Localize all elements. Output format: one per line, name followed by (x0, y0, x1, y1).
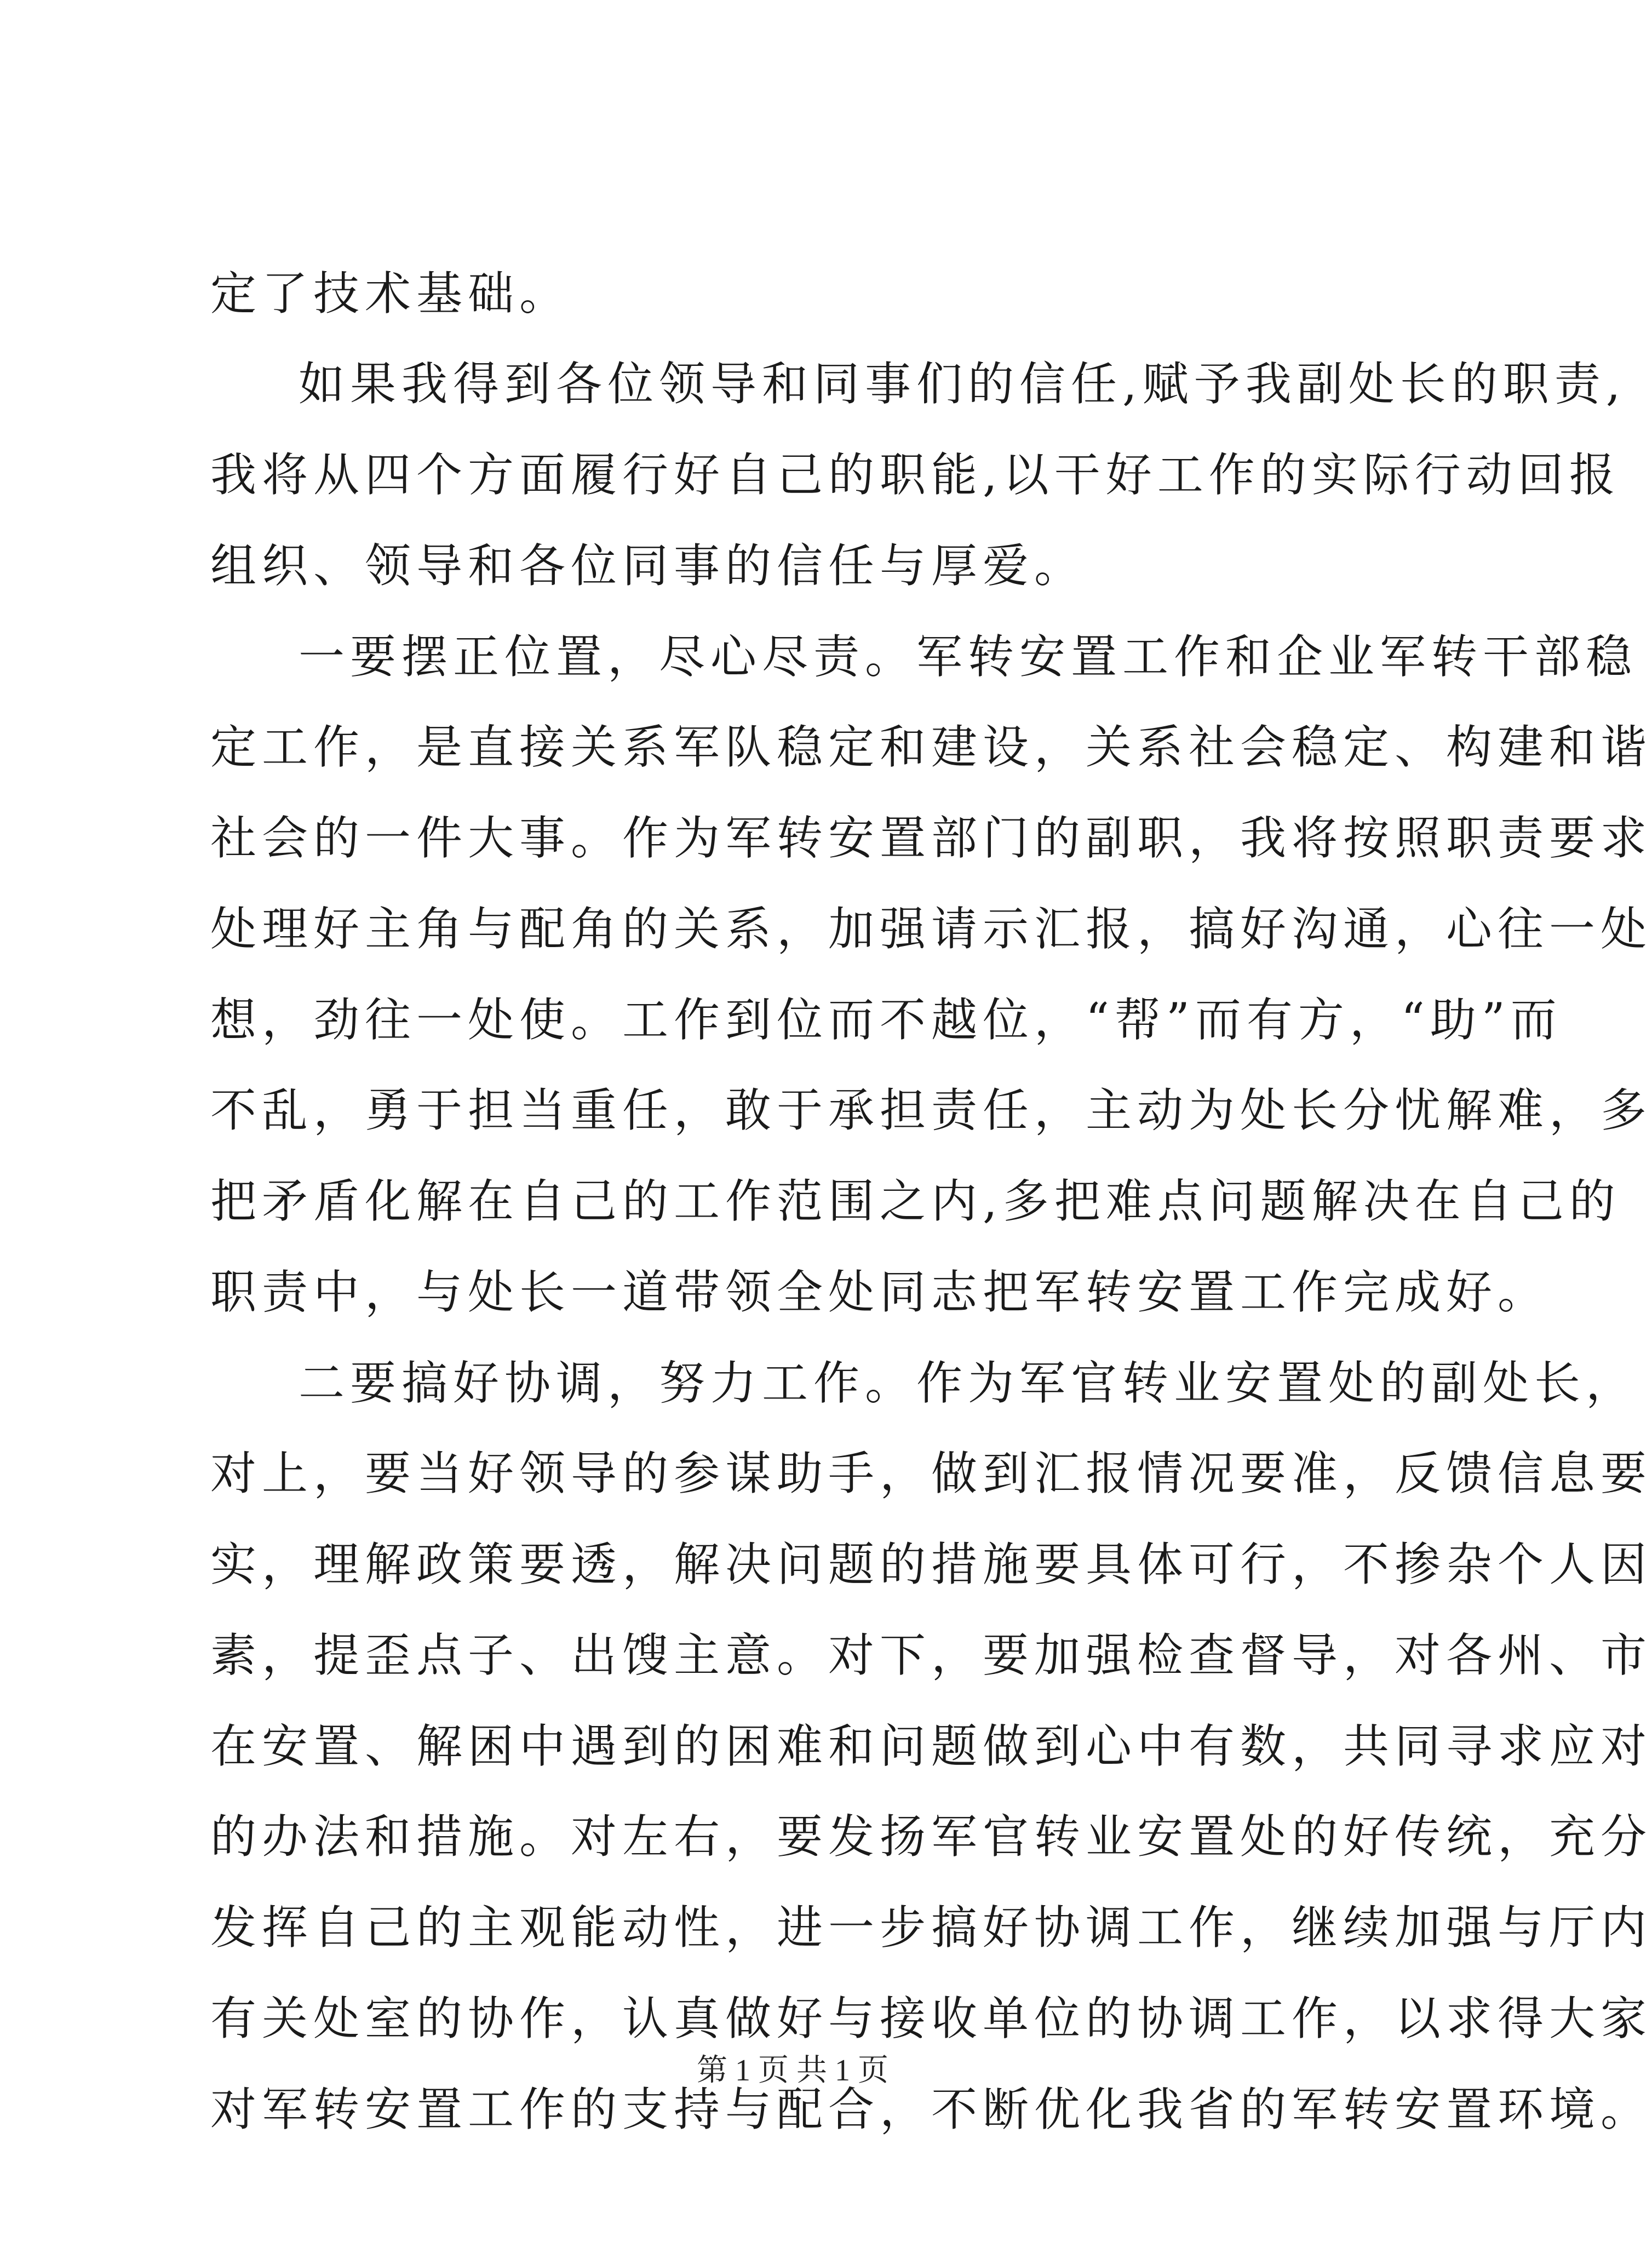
paragraph-first-line: 二要搞好协调，努力工作。作为军官转业安置处的副处长， (299, 1356, 1638, 1410)
page-number-footer: 第 1 页 共 1 页 (697, 2054, 888, 2088)
text-line: 素，提歪点子、出馊主意。对下，要加强检查督导，对各州、市 (210, 1629, 1652, 1682)
paragraph-first-line: 一要摆正位置，尽心尽责。军转安置工作和企业军转干部稳 (299, 630, 1638, 684)
text-line: 定工作，是直接关系军队稳定和建设，关系社会稳定、构建和谐 (210, 720, 1652, 774)
text-line: 我将从四个方面履行好自己的职能,以干好工作的实际行动回报 (210, 448, 1621, 502)
text-line: 对上，要当好领导的参谋助手，做到汇报情况要准，反馈信息要 (210, 1447, 1652, 1500)
text-line: 有关处室的协作，认真做好与接收单位的协调工作，以求得大家 (210, 1992, 1652, 2045)
text-line: 把矛盾化解在自己的工作范围之内,多把难点问题解决在自己的 (210, 1174, 1621, 1228)
text-line: 处理好主角与配角的关系，加强请示汇报，搞好沟通，心往一处 (210, 902, 1652, 956)
text-line: 社会的一件大事。作为军转安置部门的副职，我将按照职责要求 (210, 811, 1652, 865)
text-line: 职责中，与处长一道带领全处同志把军转安置工作完成好。 (210, 1265, 1550, 1319)
text-line: 的办法和措施。对左右，要发扬军官转业安置处的好传统，充分 (210, 1810, 1652, 1863)
text-line: 实，理解政策要透，解决问题的措施要具体可行，不掺杂个人因 (210, 1538, 1652, 1591)
paragraph-first-line: 如果我得到各位领导和同事们的信任,赋予我副处长的职责, (299, 357, 1626, 411)
text-line: 在安置、解困中遇到的困难和问题做到心中有数，共同寻求应对 (210, 1719, 1652, 1773)
text-line: 定了技术基础。 (210, 267, 571, 320)
text-line: 想，劲往一处使。工作到位而不越位，“帮”而有方，“助”而 (210, 993, 1562, 1047)
text-line: 发挥自己的主观能动性，进一步搞好协调工作，继续加强与厅内 (210, 1901, 1652, 1954)
text-line: 不乱，勇于担当重任，敢于承担责任，主动为处长分忧解难，多 (210, 1083, 1652, 1137)
text-line: 组织、领导和各位同事的信任与厚爱。 (210, 539, 1086, 593)
text-line: 对军转安置工作的支持与配合，不断优化我省的军转安置环境。 (210, 2083, 1652, 2136)
